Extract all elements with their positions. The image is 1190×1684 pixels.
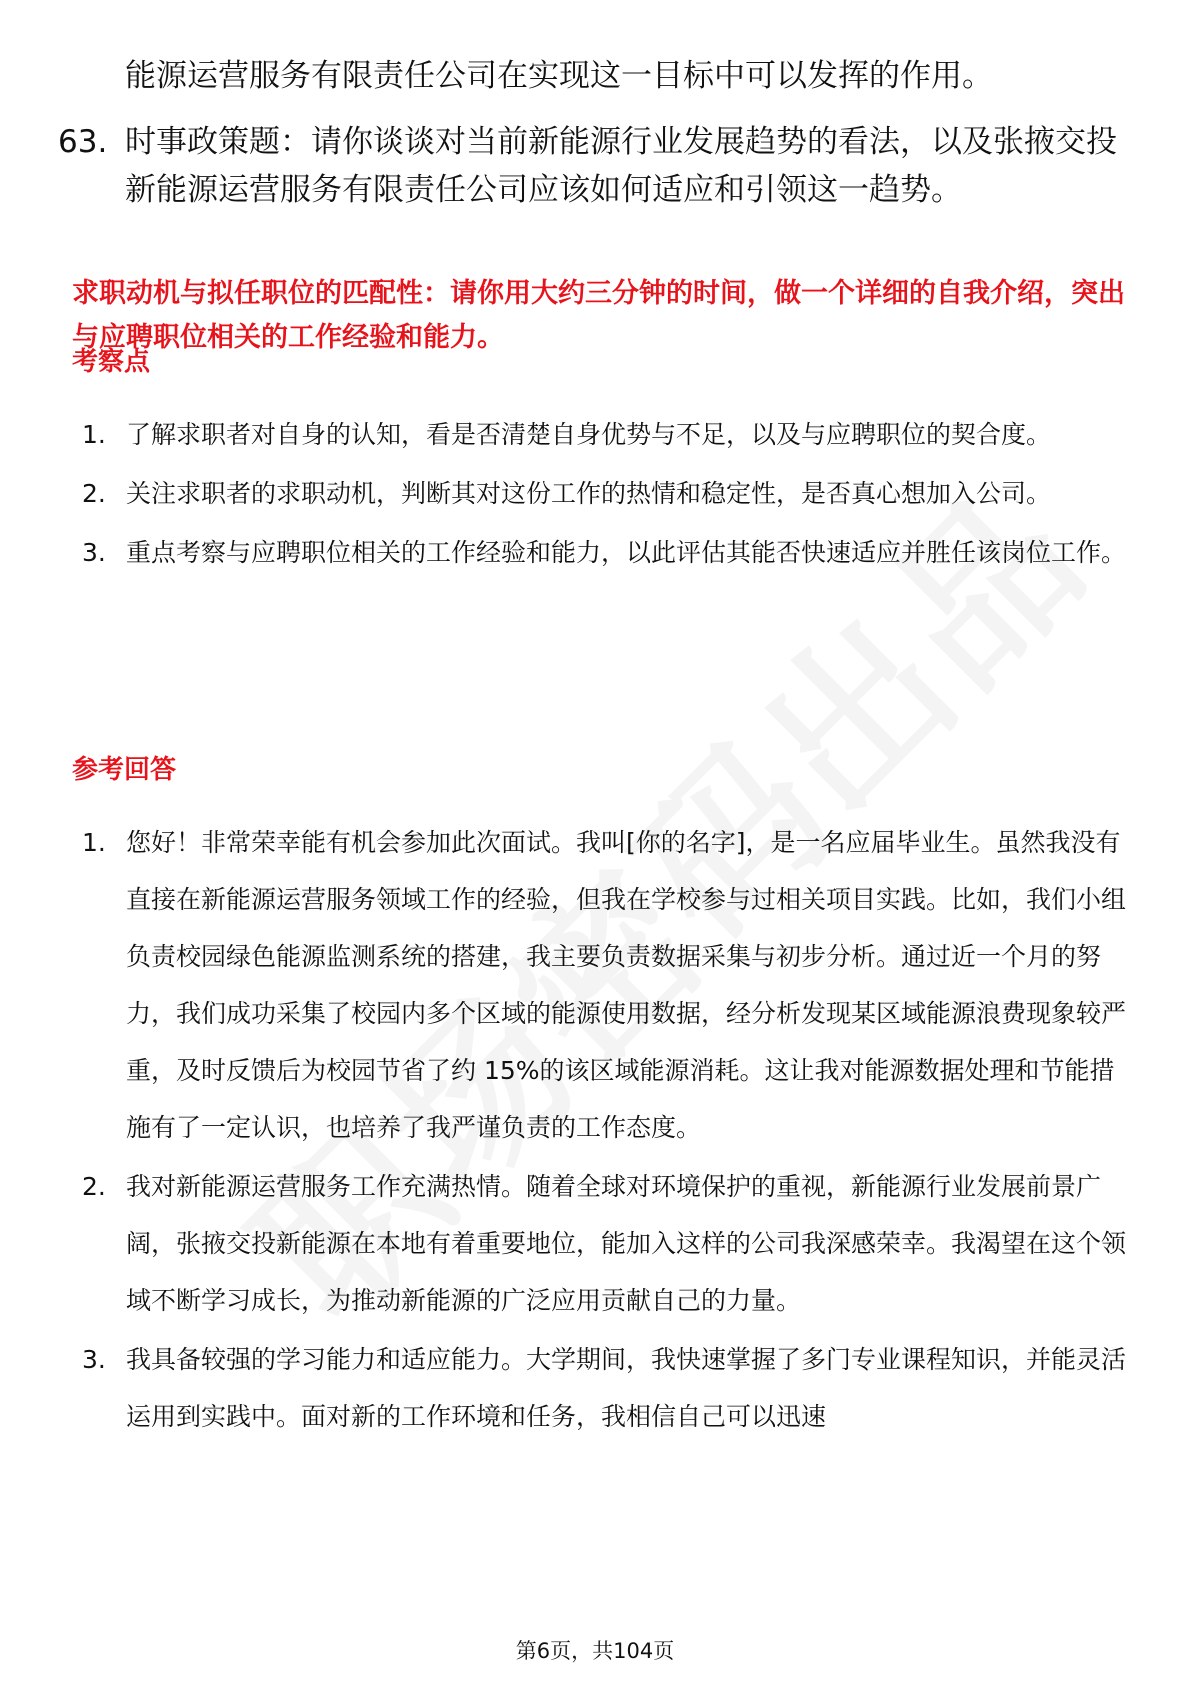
- list-item-number: 2.: [82, 1172, 106, 1201]
- continuation-line: 能源运营服务有限责任公司在实现这一目标中可以发挥的作用。: [125, 58, 993, 94]
- assessment-list: [82, 406, 1132, 583]
- list-item: [82, 465, 1132, 522]
- list-item-text: 关注求职者的求职动机，判断其对这份工作的热情和稳定性，是否真心想加入公司。: [126, 479, 1052, 508]
- list-item-text: 了解求职者对自身的认知，看是否清楚自身优势与不足，以及与应聘职位的契合度。: [126, 420, 1052, 449]
- page-footer: 第6页，共104页: [515, 1639, 675, 1663]
- list-item-number: 2.: [82, 479, 106, 508]
- list-item-text: 我具备较强的学习能力和适应能力。大学期间，我快速掌握了多门专业课程知识，并能灵活运用到实践中。面对新的工作环境和任务，我相信自己可以迅速: [126, 1345, 1127, 1431]
- question-heading: 求职动机与拟任职位的匹配性：请你用大约三分钟的时间，做一个详细的自我介绍，突出与应聘职位相关的工作经验和能力。: [72, 278, 1125, 353]
- list-item-text: 您好！非常荣幸能有机会参加此次面试。我叫[你的名字]，是一名应届毕业生。虽然我没有直接在新能源运营服务领域工作的经验，但我在学校参与过相关项目实践。比如，我们小组负责校园绿色能源监测系统的搭建，我主要负责数据采集与初步分析。通过近一个月的努力，我们成功采集了校园内多个区域的能源使用数据，经分析发现某区域能源浪费现象较严重，及时反馈后为校园节省了约 15%的该区域能源消耗。这让我对能源数据处理和节能措施有了一定认识，也培养了我严谨负责的工作态度。: [126, 828, 1127, 1142]
- list-item-number: 1.: [82, 828, 106, 857]
- list-item: [82, 1158, 1132, 1329]
- question-text: 时事政策题：请你谈谈对当前新能源行业发展趋势的看法，以及张掖交投新能源运营服务有限责任公司应该如何适应和引领这一趋势。: [125, 124, 1117, 208]
- list-item-number: 3.: [82, 538, 106, 567]
- list-item-text: 我对新能源运营服务工作充满热情。随着全球对环境保护的重视，新能源行业发展前景广阔，张掖交投新能源在本地有着重要地位，能加入这样的公司我深感荣幸。我渴望在这个领域不断学习成长，为推动新能源的广泛应用贡献自己的力量。: [126, 1172, 1127, 1315]
- question-number: 63.: [58, 124, 108, 160]
- answer-list: [82, 814, 1132, 1447]
- list-item: [82, 406, 1132, 463]
- list-item-text: 重点考察与应聘职位相关的工作经验和能力，以此评估其能否快速适应并胜任该岗位工作。: [126, 538, 1127, 567]
- list-item: [82, 524, 1132, 581]
- answer-label: 参考回答: [72, 755, 177, 785]
- list-item: [82, 1331, 1132, 1445]
- list-item: [82, 814, 1132, 1156]
- assessment-label: 考察点: [72, 347, 151, 377]
- list-item-number: 3.: [82, 1345, 106, 1374]
- list-item-number: 1.: [82, 420, 106, 449]
